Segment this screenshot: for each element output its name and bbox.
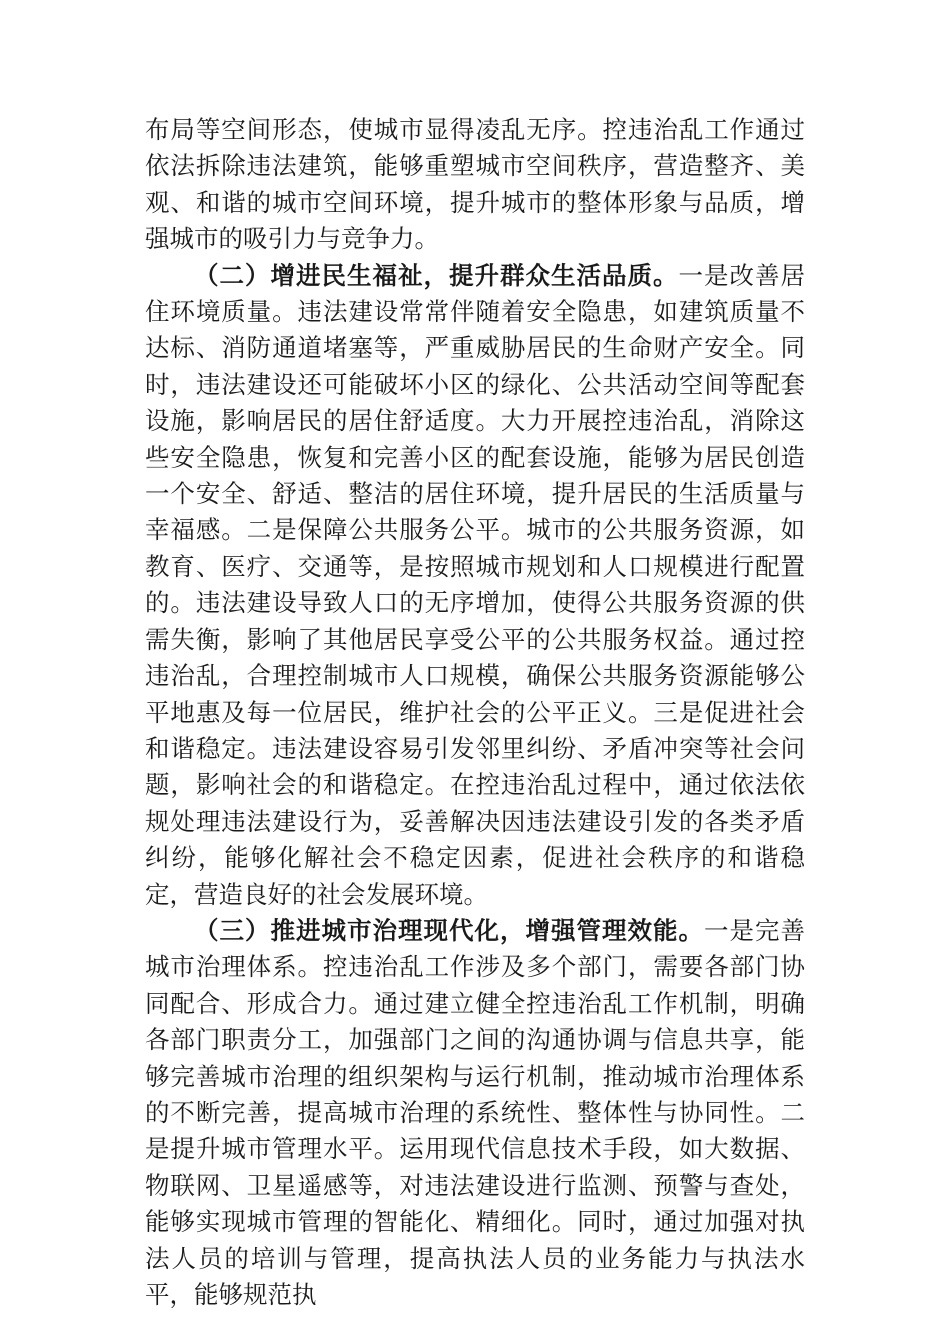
paragraph-body: 布局等空间形态，使城市显得凌乱无序。控违治乱工作通过依法拆除违法建筑，能够重塑城市空间秩序，营造整齐、美观、和谐的城市空间环境，提升城市的整体形象与品质，增强城市的吸引力与竞争力。 bbox=[145, 115, 805, 254]
paragraph-continued bbox=[145, 112, 805, 258]
section-heading: （三）推进城市治理现代化，增强管理效能。 bbox=[194, 915, 704, 945]
document-body bbox=[145, 112, 805, 1313]
paragraph-body: 一是改善居住环境质量。违法建设常常伴随着安全隐患，如建筑质量不达标、消防通道堵塞等，严重威胁居民的生命财产安全。同时，违法建设还可能破坏小区的绿化、公共活动空间等配套设施，影响居民的居住舒适度。大力开展控违治乱，消除这些安全隐患，恢复和完善小区的配套设施，能够为居民创造一个安全、舒适、整洁的居住环境，提升居民的生活质量与幸福感。二是保障公共服务公平。城市的公共服务资源，如教育、医疗、交通等，是按照城市规划和人口规模进行配置的。违法建设导致人口的无序增加，使得公共服务资源的供需失衡，影响了其他居民享受公平的公共服务权益。通过控违治乱，合理控制城市人口规模，确保公共服务资源能够公平地惠及每一位居民，维护社会的公平正义。三是促进社会和谐稳定。违法建设容易引发邻里纠纷、矛盾冲突等社会问题，影响社会的和谐稳定。在控违治乱过程中，通过依法依规处理违法建设行为，妥善解决因违法建设引发的各类矛盾纠纷，能够化解社会不稳定因素，促进社会秩序的和谐稳定，营造良好的社会发展环境。 bbox=[145, 260, 805, 909]
paragraph-section-2 bbox=[145, 258, 805, 913]
section-heading: （二）增进民生福祉，提升群众生活品质。 bbox=[194, 260, 679, 290]
paragraph-body: 一是完善城市治理体系。控违治乱工作涉及多个部门，需要各部门协同配合、形成合力。通过建立健全控违治乱工作机制，明确各部门职责分工，加强部门之间的沟通协调与信息共享，能够完善城市治理的组织架构与运行机制，推动城市治理体系的不断完善，提高城市治理的系统性、整体性与协同性。二是提升城市管理水平。运用现代信息技术手段，如大数据、物联网、卫星遥感等，对违法建设进行监测、预警与查处，能够实现城市管理的智能化、精细化。同时，通过加强对执法人员的培训与管理，提高执法人员的业务能力与执法水平，能够规范执 bbox=[145, 915, 805, 1309]
paragraph-section-3 bbox=[145, 913, 805, 1313]
